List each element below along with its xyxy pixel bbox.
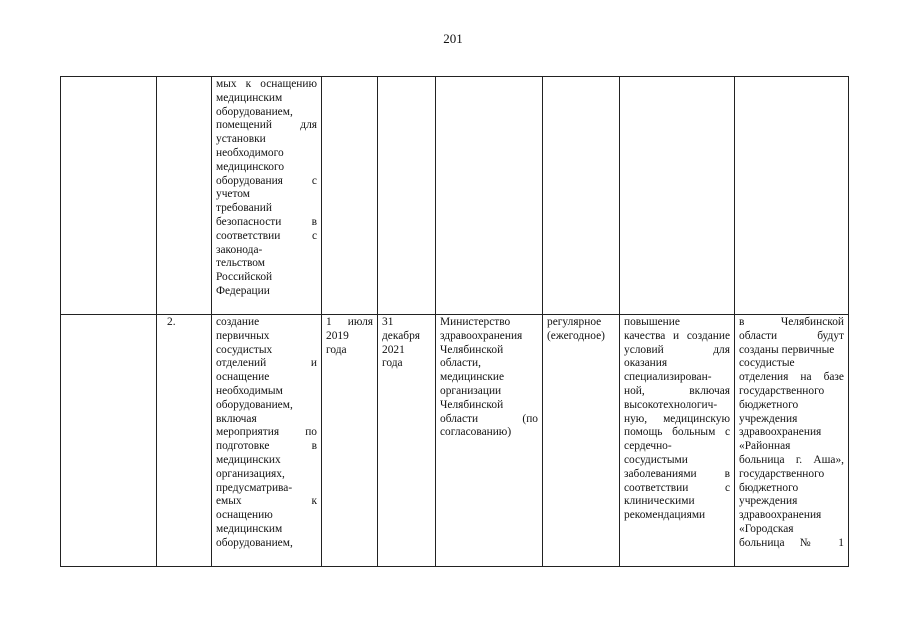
text-line: сосудистыми xyxy=(624,453,688,466)
text-line: первичных xyxy=(216,329,270,342)
row-number: 2. xyxy=(167,316,176,328)
text-line: Челябинской xyxy=(440,398,504,411)
result-text xyxy=(624,316,730,523)
text-line: сосудистых xyxy=(216,343,273,356)
text-line: «Районная xyxy=(739,440,791,453)
text-line: бюджетного xyxy=(739,398,799,411)
text-line: медицинским xyxy=(216,522,283,535)
text-line: отделений и xyxy=(216,357,317,370)
text-line: ной, включая xyxy=(624,384,730,397)
empty-cell xyxy=(61,315,157,567)
text-line: оснащение xyxy=(216,371,270,384)
row-number-cell xyxy=(157,77,212,315)
text-line: медицинским xyxy=(216,91,283,104)
text-line: соответствии с xyxy=(624,481,730,494)
text-line: условий для xyxy=(624,343,730,356)
activity-text xyxy=(216,78,317,299)
text-line: оборудованием, xyxy=(216,536,293,549)
text-line: здравоохранения xyxy=(440,329,523,342)
activity-text xyxy=(216,316,317,551)
text-line: медицинских xyxy=(216,453,281,466)
text-line: сердечно- xyxy=(624,440,672,453)
end-date-cell xyxy=(378,77,436,315)
text-line: больница г. Аша», xyxy=(739,453,844,466)
text-line: установки xyxy=(216,133,266,146)
text-line: учреждения xyxy=(739,495,798,508)
text-line: Федерации xyxy=(216,284,270,297)
end-date xyxy=(382,316,431,371)
text-line: 2019 xyxy=(326,329,349,342)
text-line: регулярное xyxy=(547,316,602,328)
text-line: помещений для xyxy=(216,119,317,132)
text-line: оборудования с xyxy=(216,174,317,187)
text-line: законода- xyxy=(216,243,263,256)
text-line: года xyxy=(382,357,403,370)
text-line: необходимым xyxy=(216,384,283,397)
frequency-text xyxy=(547,316,615,344)
text-line: области, xyxy=(440,357,481,370)
measures-table xyxy=(60,76,849,567)
text-line: создание xyxy=(216,316,260,328)
text-line: помощь больным с xyxy=(624,426,730,439)
start-date xyxy=(326,316,373,357)
text-line: Российской xyxy=(216,271,273,284)
text-line: включая xyxy=(216,412,257,425)
text-line: подготовке в xyxy=(216,440,317,453)
responsible-text xyxy=(440,316,538,440)
indicator-cell xyxy=(735,77,849,315)
table-row xyxy=(61,315,849,567)
frequency-cell xyxy=(543,315,620,567)
text-line: 1 июля xyxy=(326,316,373,328)
frequency-cell xyxy=(543,77,620,315)
text-line: необходимого xyxy=(216,146,284,159)
row-number-cell xyxy=(157,315,212,567)
text-line: безопасности в xyxy=(216,215,317,228)
table-row xyxy=(61,77,849,315)
start-date-cell xyxy=(322,315,378,567)
text-line: учетом xyxy=(216,188,250,201)
text-line: области будут xyxy=(739,329,844,342)
text-line: больница № 1 xyxy=(739,536,844,549)
empty-cell xyxy=(61,77,157,315)
result-cell xyxy=(620,77,735,315)
text-line: здравоохранения xyxy=(739,509,822,522)
text-line: организации xyxy=(440,384,502,397)
text-line: оборудованием, xyxy=(216,398,293,411)
start-date-cell xyxy=(322,77,378,315)
text-line: специализирован- xyxy=(624,371,712,384)
activity-cell xyxy=(212,315,322,567)
text-line: учреждения xyxy=(739,412,798,425)
end-date-cell xyxy=(378,315,436,567)
text-line: емых к xyxy=(216,495,317,508)
text-line: качества и создание xyxy=(624,329,730,342)
text-line: области (по xyxy=(440,412,538,425)
text-line: здравоохранения xyxy=(739,426,822,439)
text-line: бюджетного xyxy=(739,481,799,494)
text-line: государственного xyxy=(739,384,825,397)
text-line: оборудованием, xyxy=(216,105,293,118)
text-line: 31 xyxy=(382,316,394,328)
result-cell xyxy=(620,315,735,567)
responsible-cell xyxy=(436,315,543,567)
text-line: мероприятия по xyxy=(216,426,317,439)
page-number: 201 xyxy=(443,31,463,46)
text-line: «Городская xyxy=(739,522,794,535)
text-line: декабря xyxy=(382,329,420,342)
text-line: повышение xyxy=(624,316,680,328)
text-line: медицинские xyxy=(440,371,505,384)
text-line: заболеваниями в xyxy=(624,467,730,480)
text-line: предусматрива- xyxy=(216,481,293,494)
text-line: оказания xyxy=(624,357,668,370)
text-line: высокотехнологич- xyxy=(624,398,718,411)
text-line: организациях, xyxy=(216,467,285,480)
text-line: сосудистые xyxy=(739,357,795,370)
text-line: ную, медицинскую xyxy=(624,412,730,425)
indicator-text xyxy=(739,316,844,551)
text-line: (ежегодное) xyxy=(547,329,605,342)
responsible-cell xyxy=(436,77,543,315)
text-line: мых к оснащению xyxy=(216,78,317,90)
text-line: согласованию) xyxy=(440,426,512,439)
text-line: Челябинской xyxy=(440,343,504,356)
text-line: требований xyxy=(216,202,272,215)
text-line: отделения на базе xyxy=(739,371,844,384)
indicator-cell xyxy=(735,315,849,567)
text-line: рекомендациями xyxy=(624,509,706,522)
text-line: клиническими xyxy=(624,495,695,508)
text-line: 2021 xyxy=(382,343,405,356)
activity-cell xyxy=(212,77,322,315)
text-line: Министерство xyxy=(440,316,511,328)
text-line: соответствии с xyxy=(216,229,317,242)
text-line: оснащению xyxy=(216,509,273,522)
text-line: созданы первичные xyxy=(739,343,835,356)
text-line: тельством xyxy=(216,257,265,270)
text-line: медицинского xyxy=(216,160,285,173)
text-line: года xyxy=(326,343,347,356)
text-line: в Челябинской xyxy=(739,316,844,328)
text-line: государственного xyxy=(739,467,825,480)
